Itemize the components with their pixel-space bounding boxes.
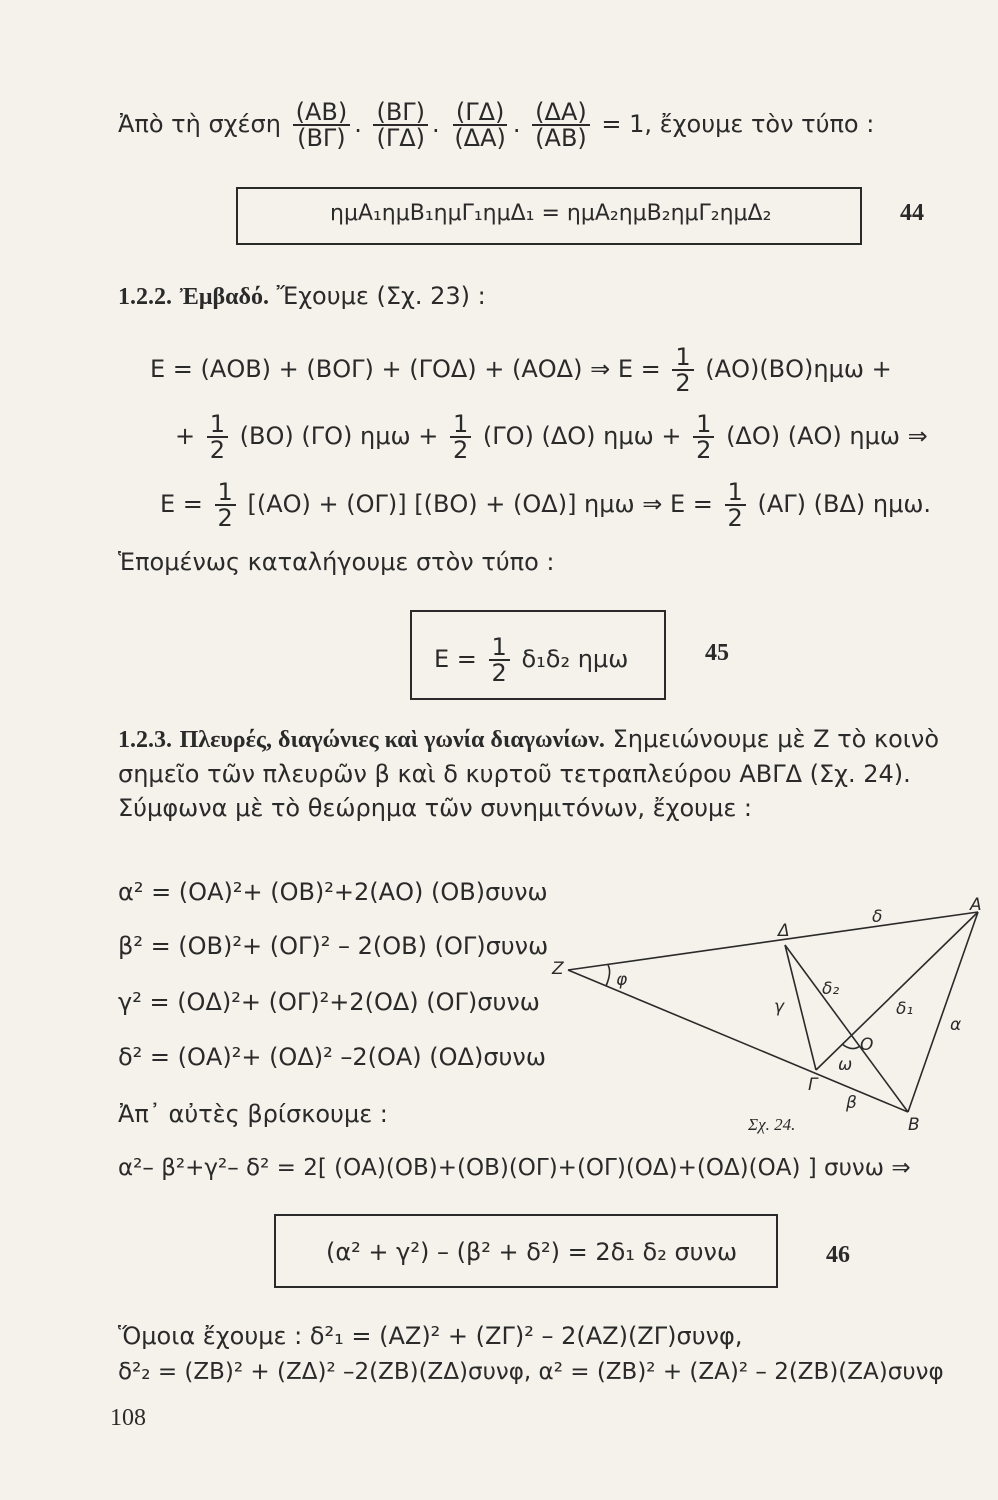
area-line-2: + $\frac{1}{2}$ (ΒΟ) (ΓΟ) ημω + $\frac{1}{2}$ (ΓΟ) (ΔΟ) ημω + $\frac{1}{2}$ (ΔΟ) (ΑΟ) ημω ⇒ [175,410,928,464]
label-Z: Z [552,959,564,979]
label-delta: δ [872,907,883,927]
area-line-1: Ε = (ΑΟΒ) + (ΒΟΓ) + (ΓΟΔ) + (ΑΟΔ) ⇒ Ε = $\frac{1}{2}$ (ΑΟ)(ΒΟ)ημω + [150,343,892,397]
line-ZB [568,970,908,1112]
label-G: Γ [808,1075,818,1095]
equation-number-46: 46 [826,1242,850,1268]
ratio-suffix: = 1, ἔχουμε τὸν τύπο : [601,110,875,138]
fraction: $\frac{(\Delta A)}{(AB)}$ [532,100,590,150]
cos-eq-beta: β² = (ΟΒ)²+ (ΟΓ)² – 2(ΟΒ) (ΟΓ)συνω [118,932,549,960]
formula-45: Ε = $\frac{1}{2}$ δ₁δ₂ ημω [434,633,629,687]
equation-number-45: 45 [705,640,729,666]
figure-caption: Σχ. 24. [748,1115,796,1134]
area-line-3: Ε = $\frac{1}{2}$ [(ΑΟ) + (ΟΓ)] [(ΒΟ) + (ΟΔ)] ημω ⇒ Ε = $\frac{1}{2}$ (ΑΓ) (ΒΔ) ημω. [160,478,932,532]
side-AB [908,912,978,1112]
cos-eq-gamma: γ² = (ΟΔ)²+ (ΟΓ)²+2(ΟΔ) (ΟΓ)συνω [118,988,540,1016]
section-text-2: σημεῖο τῶν πλευρῶν β καὶ δ κυρτοῦ τετραπλεύρου ΑΒΓΔ (Σχ. 24). [118,760,911,788]
label-B: B [908,1115,920,1135]
sum-line: α²– β²+γ²– δ² = 2[ (ΟΑ)(ΟΒ)+(ΟΒ)(ΟΓ)+(ΟΓ)(ΟΔ)+(ΟΔ)(ΟΑ) ] συνω ⇒ [118,1155,911,1181]
label-A: A [970,895,982,915]
fraction: $\frac{(\Gamma\Delta)}{(\Delta A)}$ [454,98,506,152]
label-D: Δ [778,921,790,941]
label-d1: δ₁ [896,999,914,1019]
fraction: $\frac{(AB)}{(B\Gamma)}$ [293,100,351,150]
section-heading-123: 1.2.3. Πλευρές, διαγώνιες καὶ γωνία διαγωνίων. Σημειώνουμε μὲ Ζ τὸ κοινὸ [118,725,940,753]
page-number: 108 [110,1405,146,1431]
diagonal-AG [816,912,978,1070]
label-O: O [860,1035,874,1055]
formula-46: (α² + γ²) – (β² + δ²) = 2δ₁ δ₂ συνω [326,1238,738,1266]
ratio-prefix: Ἀπὸ τὴ σχέση [118,110,281,138]
line-ZA [568,912,978,970]
similar-line-2: δ²₂ = (ΖΒ)² + (ΖΔ)² –2(ΖΒ)(ΖΔ)συνφ, α² = (ΖΒ)² + (ΖΑ)² – 2(ΖΒ)(ΖΑ)συνφ [118,1359,944,1385]
label-omega: ω [838,1055,853,1075]
label-phi: φ [616,970,628,990]
label-beta: β [846,1093,857,1113]
angle-phi-arc [606,965,610,986]
side-DG [785,945,816,1070]
label-alpha: α [950,1015,962,1035]
from-these-text: Ἀπ᾽ αὐτὲς βρίσκουμε : [118,1100,388,1128]
ratio-line: Ἀπὸ τὴ σχέση $\frac{(AB)}{(B\Gamma)}$ . $\frac{(B\Gamma)}{(\Gamma\Delta)}$ . $\frac{(\Gamma\Delta)}{(\Delta A)}$ . $\frac{(\Delta A)}{(AB)}$ = 1, ἔχουμε τὸν τύπο : [118,98,875,152]
cos-eq-alpha: α² = (ΟΑ)²+ (ΟΒ)²+2(ΑΟ) (ΟΒ)συνω [118,878,548,906]
similar-line-1: Ὅμοια ἔχουμε : δ²₁ = (ΑΖ)² + (ΖΓ)² – 2(ΑΖ)(ΖΓ)συνφ, [118,1322,743,1350]
label-d2: δ₂ [822,979,840,999]
section-heading-122: 1.2.2. Ἐμβαδό. Ἔχουμε (Σχ. 23) : [118,282,486,310]
label-gamma: γ [774,997,785,1017]
hence-text: Ἑπομένως καταλήγουμε στὸν τύπο : [118,548,555,576]
angle-omega-arc [842,1044,860,1049]
cos-eq-delta: δ² = (ΟΑ)²+ (ΟΔ)² –2(ΟΑ) (ΟΔ)συνω [118,1043,546,1071]
section-text-3: Σύμφωνα μὲ τὸ θεώρημα τῶν συνημιτόνων, ἔχουμε : [118,794,753,822]
formula-44: ημΑ₁ημΒ₁ημΓ₁ημΔ₁ = ημΑ₂ημΒ₂ημΓ₂ημΔ₂ [330,201,772,226]
equation-number-44: 44 [900,200,924,226]
fraction: $\frac{(B\Gamma)}{(\Gamma\Delta)}$ [373,100,428,150]
quadrilateral-figure [540,890,998,1150]
